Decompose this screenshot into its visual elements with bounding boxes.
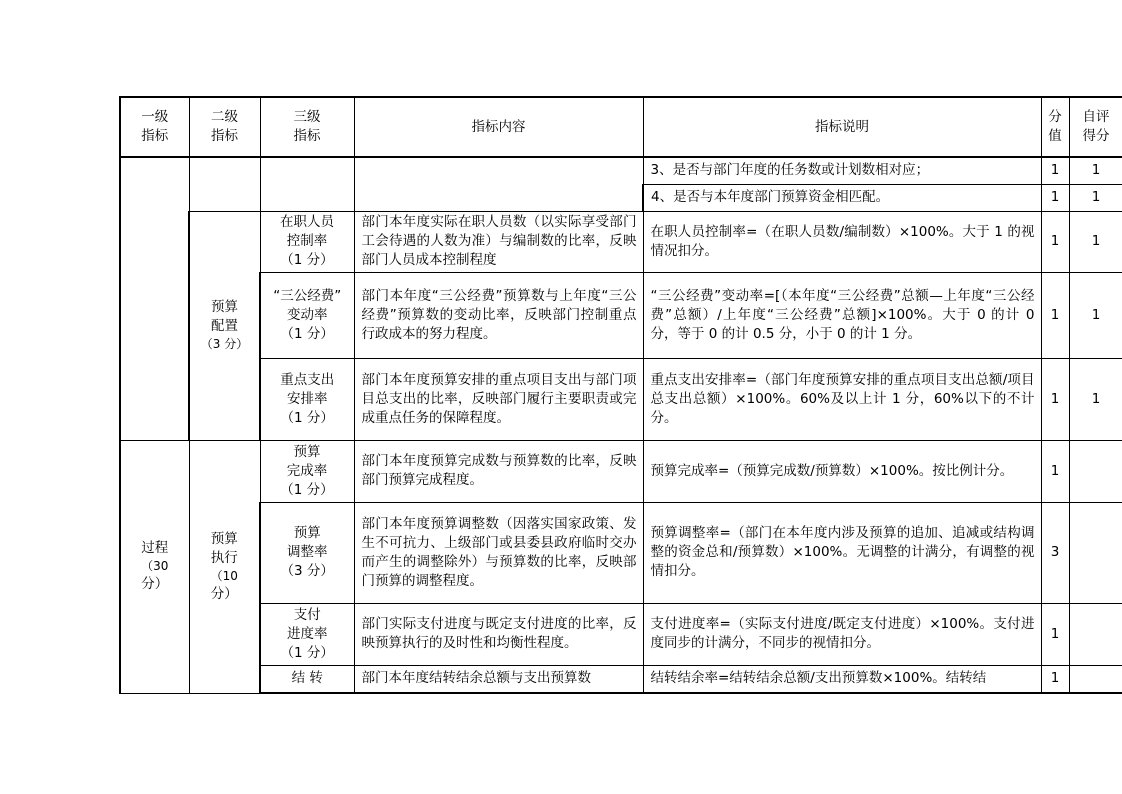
cell-self-score: 1	[1069, 358, 1122, 440]
cell-content: 部门本年度预算完成数与预算数的比率，反映部门预算完成程度。	[354, 440, 643, 502]
cell-description: 重点支出安排率=（部门年度预算安排的重点项目支出总额/项目总支出总额）×100%。60%及以上计 1 分，60%以下的不计分。	[643, 358, 1041, 440]
cell-score: 1	[1041, 272, 1069, 358]
cell-level3: 预算 完成率 （1 分）	[260, 440, 354, 502]
cell-level3-empty	[260, 157, 354, 211]
cell-description: 预算完成率=（预算完成数/预算数）×100%。按比例计分。	[643, 440, 1041, 502]
evaluation-table	[119, 96, 1122, 694]
cell-score: 1	[1041, 157, 1069, 184]
header-level3: 三级 指标	[260, 97, 354, 157]
table-row	[120, 272, 1122, 358]
table-header-row	[120, 97, 1122, 157]
cell-level3: “三公经费” 变动率 （1 分）	[260, 272, 354, 358]
cell-group-budget-execution: 预算 执行 （10 分）	[189, 440, 260, 693]
cell-self-score	[1069, 603, 1122, 665]
cell-self-score	[1069, 502, 1122, 603]
cell-description: 支付进度率=（实际支付进度/既定支付进度）×100%。支付进度同步的计满分，不同步的视情扣分。	[643, 603, 1041, 665]
cell-group-budget-allocation: 预算 配置 （3 分）	[189, 211, 260, 440]
cell-score: 1	[1041, 358, 1069, 440]
cell-score: 3	[1041, 502, 1069, 603]
cell-level3: 在职人员 控制率 （1 分）	[260, 211, 354, 272]
cell-level1-empty	[120, 157, 189, 440]
cell-level3: 预算 调整率 （3 分）	[260, 502, 354, 603]
cell-score: 1	[1041, 665, 1069, 693]
cell-description: 结转结余率=结转结余总额/支出预算数×100%。结转结	[643, 665, 1041, 693]
cell-content: 部门本年度结转结余总额与支出预算数	[354, 665, 643, 693]
cell-description: 4、是否与本年度部门预算资金相匹配。	[643, 184, 1041, 211]
header-description: 指标说明	[643, 97, 1041, 157]
header-self-score: 自评 得分	[1069, 97, 1122, 157]
cell-self-score: 1	[1069, 157, 1122, 184]
cell-level3: 重点支出 安排率 （1 分）	[260, 358, 354, 440]
cell-content: 部门实际支付进度与既定支付进度的比率，反映预算执行的及时性和均衡性程度。	[354, 603, 643, 665]
cell-level3: 结 转	[260, 665, 354, 693]
table-row	[120, 211, 1122, 272]
cell-content: 部门本年度“三公经费”预算数与上年度“三公经费”预算数的变动比率，反映部门控制重点行政成本的努力程度。	[354, 272, 643, 358]
header-level1: 一级 指标	[120, 97, 189, 157]
table-row	[120, 665, 1122, 693]
table-row	[120, 358, 1122, 440]
cell-self-score: 1	[1069, 211, 1122, 272]
cell-self-score	[1069, 665, 1122, 693]
cell-content: 部门本年度预算安排的重点项目支出与部门项目总支出的比率，反映部门履行主要职责或完成重点任务的保障程度。	[354, 358, 643, 440]
header-content: 指标内容	[354, 97, 643, 157]
header-level2: 二级 指标	[189, 97, 260, 157]
cell-content-empty	[354, 157, 643, 211]
cell-score: 1	[1041, 440, 1069, 502]
header-score: 分 值	[1041, 97, 1069, 157]
cell-self-score: 1	[1069, 184, 1122, 211]
cell-score: 1	[1041, 603, 1069, 665]
cell-description: “三公经费”变动率=[（本年度“三公经费”总额—上年度“三公经费”总额）/上年度“三公经费”总额]×100%。大于 0 的计 0 分，等于 0 的计 0.5 分，小于 0 的计 1 分。	[643, 272, 1041, 358]
cell-description: 3、是否与部门年度的任务数或计划数相对应；	[643, 157, 1041, 184]
cell-level3: 支付 进度率 （1 分）	[260, 603, 354, 665]
table-row	[120, 440, 1122, 502]
table-row	[120, 502, 1122, 603]
table-row	[120, 157, 1122, 184]
cell-score: 1	[1041, 211, 1069, 272]
cell-self-score: 1	[1069, 272, 1122, 358]
cell-self-score	[1069, 440, 1122, 502]
cell-score: 1	[1041, 184, 1069, 211]
cell-description: 在职人员控制率=（在职人员数/编制数）×100%。大于 1 的视情况扣分。	[643, 211, 1041, 272]
cell-content: 部门本年度实际在职人员数（以实际享受部门工会待遇的人数为准）与编制数的比率，反映部门人员成本控制程度	[354, 211, 643, 272]
cell-description: 预算调整率=（部门在本年度内涉及预算的追加、追减或结构调整的资金总和/预算数）×100%。无调整的计满分，有调整的视情扣分。	[643, 502, 1041, 603]
cell-level2-empty	[189, 157, 260, 211]
cell-content: 部门本年度预算调整数（因落实国家政策、发生不可抗力、上级部门或县委县政府临时交办而产生的调整除外）与预算数的比率，反映部门预算的调整程度。	[354, 502, 643, 603]
table-row	[120, 603, 1122, 665]
cell-group-process: 过程 （30 分）	[120, 440, 189, 693]
